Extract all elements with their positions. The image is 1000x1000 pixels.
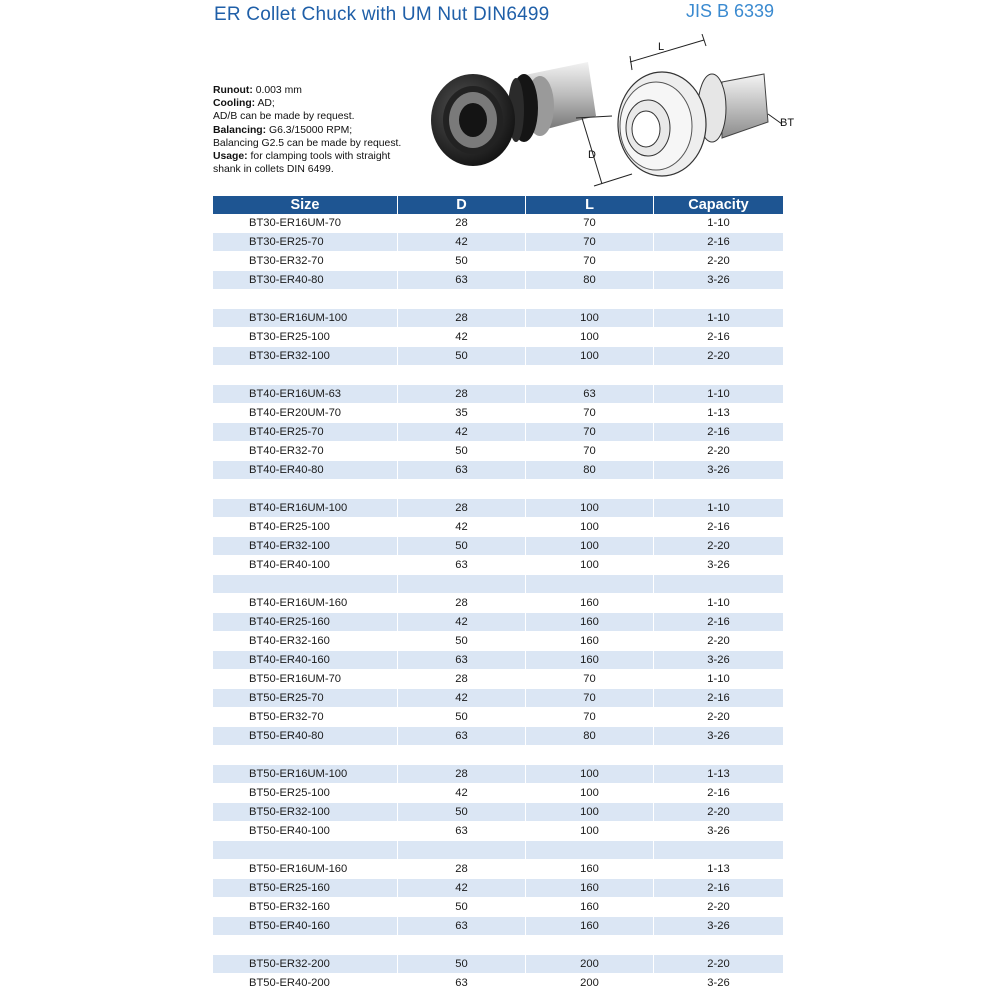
cell-size: BT30-ER32-100 [213, 347, 398, 366]
cell-capacity: 2-16 [654, 233, 783, 252]
table-row [213, 594, 783, 613]
balancing-label: Balancing: [213, 124, 267, 136]
cell-d: 50 [398, 347, 526, 366]
cell-l [526, 366, 654, 385]
cell-size: BT40-ER25-160 [213, 613, 398, 632]
cell-d: 28 [398, 765, 526, 784]
table-row [213, 537, 783, 556]
cell-size: BT50-ER16UM-70 [213, 670, 398, 689]
cell-capacity [654, 366, 783, 385]
cell-l: 80 [526, 727, 654, 746]
cell-d: 42 [398, 423, 526, 442]
cell-l: 63 [526, 385, 654, 404]
cell-l: 70 [526, 423, 654, 442]
cell-capacity: 1-13 [654, 860, 783, 879]
cell-size: BT40-ER40-160 [213, 651, 398, 670]
table-row [213, 461, 783, 480]
table-body [213, 214, 783, 993]
cell-d: 50 [398, 252, 526, 271]
cell-capacity [654, 936, 783, 955]
table-row [213, 803, 783, 822]
table-row [213, 214, 783, 233]
cell-d: 42 [398, 518, 526, 537]
column-header-d: D [398, 196, 526, 214]
cell-capacity [654, 290, 783, 309]
cell-d [398, 480, 526, 499]
table-row [213, 860, 783, 879]
cell-l: 100 [526, 822, 654, 841]
cell-size: BT50-ER40-100 [213, 822, 398, 841]
cell-capacity: 2-20 [654, 632, 783, 651]
table-row [213, 651, 783, 670]
cell-capacity: 2-20 [654, 442, 783, 461]
cell-l [526, 746, 654, 765]
cell-d: 50 [398, 708, 526, 727]
cell-l: 70 [526, 708, 654, 727]
cell-capacity: 2-16 [654, 328, 783, 347]
cell-capacity: 3-26 [654, 727, 783, 746]
cell-size: BT50-ER32-160 [213, 898, 398, 917]
cell-d [398, 366, 526, 385]
table-row [213, 556, 783, 575]
cell-capacity: 2-20 [654, 708, 783, 727]
cell-l: 100 [526, 499, 654, 518]
cell-size: BT30-ER32-70 [213, 252, 398, 271]
table-row [213, 347, 783, 366]
cell-capacity: 2-20 [654, 898, 783, 917]
cell-d: 28 [398, 385, 526, 404]
page-title: ER Collet Chuck with UM Nut DIN6499 [214, 4, 550, 25]
cell-l: 160 [526, 613, 654, 632]
dimension-drawing [572, 34, 802, 194]
cell-size [213, 480, 398, 499]
cell-l: 70 [526, 214, 654, 233]
cell-d: 42 [398, 879, 526, 898]
cell-l: 70 [526, 252, 654, 271]
cell-l: 80 [526, 461, 654, 480]
cooling-note: AD/B can be made by request. [213, 111, 355, 123]
cell-l [526, 936, 654, 955]
table-row [213, 708, 783, 727]
cell-size [213, 366, 398, 385]
cell-d [398, 746, 526, 765]
cell-d: 63 [398, 461, 526, 480]
diameter-label: D [588, 149, 596, 161]
cell-capacity [654, 841, 783, 860]
table-row [213, 917, 783, 936]
cell-size: BT40-ER16UM-63 [213, 385, 398, 404]
cell-d: 28 [398, 309, 526, 328]
cell-d: 50 [398, 803, 526, 822]
cell-d: 63 [398, 271, 526, 290]
table-row [213, 575, 783, 594]
table-row [213, 404, 783, 423]
table-row [213, 499, 783, 518]
cell-size: BT50-ER25-100 [213, 784, 398, 803]
cell-size: BT50-ER40-160 [213, 917, 398, 936]
cell-size: BT40-ER16UM-100 [213, 499, 398, 518]
cell-size: BT50-ER16UM-160 [213, 860, 398, 879]
cell-size: BT30-ER25-70 [213, 233, 398, 252]
cell-l: 200 [526, 955, 654, 974]
cell-size [213, 841, 398, 860]
cell-l: 100 [526, 328, 654, 347]
cell-d: 35 [398, 404, 526, 423]
cell-capacity: 3-26 [654, 461, 783, 480]
cell-capacity: 3-26 [654, 651, 783, 670]
cell-capacity: 1-10 [654, 594, 783, 613]
table-row [213, 632, 783, 651]
cell-size: BT40-ER16UM-160 [213, 594, 398, 613]
cell-d: 50 [398, 898, 526, 917]
balancing-note: Balancing G2.5 can be made by request. [213, 137, 402, 149]
cell-capacity: 3-26 [654, 271, 783, 290]
cell-size: BT50-ER25-70 [213, 689, 398, 708]
cell-d: 63 [398, 556, 526, 575]
cooling-value: AD; [255, 98, 275, 110]
usage-value: for clamping tools with straight [247, 151, 391, 163]
table-row [213, 841, 783, 860]
cell-size: BT30-ER16UM-70 [213, 214, 398, 233]
specifications-block [213, 84, 428, 176]
cell-capacity: 1-10 [654, 670, 783, 689]
cell-l: 100 [526, 803, 654, 822]
column-header-l: L [526, 196, 654, 214]
table-row [213, 328, 783, 347]
table-row [213, 613, 783, 632]
cell-capacity: 2-20 [654, 252, 783, 271]
runout-label: Runout: [213, 85, 253, 96]
table-row [213, 670, 783, 689]
table-row [213, 936, 783, 955]
cell-d: 28 [398, 214, 526, 233]
cell-d: 28 [398, 594, 526, 613]
table-row [213, 271, 783, 290]
bt-label: BT [780, 117, 795, 129]
cell-size: BT30-ER25-100 [213, 328, 398, 347]
cell-capacity: 1-10 [654, 499, 783, 518]
cell-l: 160 [526, 898, 654, 917]
table-row [213, 385, 783, 404]
cell-d: 28 [398, 860, 526, 879]
cell-size: BT40-ER40-80 [213, 461, 398, 480]
cell-l: 100 [526, 309, 654, 328]
table-row [213, 955, 783, 974]
cell-size: BT50-ER16UM-100 [213, 765, 398, 784]
cell-capacity [654, 746, 783, 765]
cell-l: 100 [526, 518, 654, 537]
cell-l: 70 [526, 442, 654, 461]
table-row [213, 366, 783, 385]
cell-d: 50 [398, 632, 526, 651]
cell-l [526, 480, 654, 499]
cell-capacity: 2-16 [654, 518, 783, 537]
cell-d: 50 [398, 442, 526, 461]
table-row [213, 727, 783, 746]
cell-capacity: 3-26 [654, 556, 783, 575]
cell-size: BT50-ER32-200 [213, 955, 398, 974]
table-row [213, 974, 783, 993]
cell-d: 63 [398, 974, 526, 993]
cell-l: 160 [526, 594, 654, 613]
length-label: L [658, 41, 665, 53]
cell-l: 70 [526, 404, 654, 423]
table-row [213, 423, 783, 442]
table-row [213, 442, 783, 461]
cell-capacity: 3-26 [654, 917, 783, 936]
cell-l [526, 841, 654, 860]
cell-l: 160 [526, 860, 654, 879]
cooling-line [213, 97, 428, 110]
cell-capacity: 1-10 [654, 385, 783, 404]
usage-line [213, 150, 428, 163]
balancing-value: G6.3/15000 RPM; [266, 124, 353, 136]
size-table [213, 196, 783, 993]
usage-label: Usage: [213, 151, 248, 163]
table-row [213, 784, 783, 803]
cell-capacity [654, 575, 783, 594]
cell-d [398, 841, 526, 860]
balancing-line [213, 124, 428, 137]
cell-capacity: 2-16 [654, 423, 783, 442]
table-row [213, 689, 783, 708]
cell-l [526, 290, 654, 309]
cell-size: BT40-ER20UM-70 [213, 404, 398, 423]
cell-d: 63 [398, 651, 526, 670]
table-row [213, 879, 783, 898]
cell-l: 70 [526, 689, 654, 708]
cell-l: 100 [526, 537, 654, 556]
cell-capacity: 2-16 [654, 689, 783, 708]
table-row [213, 252, 783, 271]
cell-l: 100 [526, 765, 654, 784]
cell-l: 100 [526, 556, 654, 575]
runout-line [213, 84, 428, 97]
cell-capacity: 3-26 [654, 822, 783, 841]
cell-capacity: 2-16 [654, 879, 783, 898]
cell-d: 42 [398, 233, 526, 252]
usage-value-continued: shank in collets DIN 6499. [213, 164, 334, 176]
cell-size: BT40-ER32-100 [213, 537, 398, 556]
cell-size: BT50-ER32-100 [213, 803, 398, 822]
cell-l: 160 [526, 917, 654, 936]
cell-capacity: 2-16 [654, 613, 783, 632]
cell-d: 42 [398, 328, 526, 347]
cell-d: 42 [398, 613, 526, 632]
cell-d: 63 [398, 917, 526, 936]
cell-size: BT40-ER32-160 [213, 632, 398, 651]
cell-d: 42 [398, 784, 526, 803]
cell-d: 63 [398, 822, 526, 841]
cell-capacity: 2-16 [654, 784, 783, 803]
cell-capacity: 1-13 [654, 765, 783, 784]
cell-l: 70 [526, 233, 654, 252]
cell-size [213, 936, 398, 955]
cell-size: BT40-ER25-70 [213, 423, 398, 442]
cell-capacity: 2-20 [654, 803, 783, 822]
cell-size [213, 575, 398, 594]
cell-capacity: 2-20 [654, 347, 783, 366]
cooling-label: Cooling: [213, 98, 256, 110]
cell-capacity: 1-10 [654, 309, 783, 328]
column-header-size: Size [213, 196, 398, 214]
cell-size: BT40-ER32-70 [213, 442, 398, 461]
cell-capacity: 1-10 [654, 214, 783, 233]
cell-d: 63 [398, 727, 526, 746]
table-row [213, 480, 783, 499]
cell-d [398, 575, 526, 594]
cell-l: 160 [526, 651, 654, 670]
table-row [213, 822, 783, 841]
cell-d: 28 [398, 670, 526, 689]
cell-d [398, 290, 526, 309]
table-header-row [213, 196, 783, 214]
cell-capacity: 3-26 [654, 974, 783, 993]
cell-size: BT50-ER32-70 [213, 708, 398, 727]
cell-capacity: 1-13 [654, 404, 783, 423]
cell-capacity [654, 480, 783, 499]
runout-value: 0.003 mm [252, 85, 302, 96]
cell-l: 160 [526, 632, 654, 651]
table-row [213, 518, 783, 537]
cell-d: 28 [398, 499, 526, 518]
cell-l: 160 [526, 879, 654, 898]
cell-size: BT50-ER25-160 [213, 879, 398, 898]
column-header-capacity: Capacity [654, 196, 783, 214]
table-row [213, 233, 783, 252]
table-row [213, 765, 783, 784]
table-row [213, 746, 783, 765]
cell-capacity: 2-20 [654, 955, 783, 974]
cell-capacity: 2-20 [654, 537, 783, 556]
cell-size [213, 290, 398, 309]
cell-l: 100 [526, 784, 654, 803]
cell-l [526, 575, 654, 594]
standard-label: JIS B 6339 [686, 1, 775, 21]
cell-size: BT40-ER25-100 [213, 518, 398, 537]
cell-d: 50 [398, 537, 526, 556]
cell-d [398, 936, 526, 955]
cell-d: 42 [398, 689, 526, 708]
table-row [213, 290, 783, 309]
table-row [213, 898, 783, 917]
cell-size: BT40-ER40-100 [213, 556, 398, 575]
cell-size: BT50-ER40-200 [213, 974, 398, 993]
cell-l: 100 [526, 347, 654, 366]
cell-size: BT30-ER16UM-100 [213, 309, 398, 328]
cell-size: BT50-ER40-80 [213, 727, 398, 746]
cell-l: 200 [526, 974, 654, 993]
cell-l: 80 [526, 271, 654, 290]
cell-size [213, 746, 398, 765]
table-row [213, 309, 783, 328]
cell-d: 50 [398, 955, 526, 974]
cell-l: 70 [526, 670, 654, 689]
cell-size: BT30-ER40-80 [213, 271, 398, 290]
